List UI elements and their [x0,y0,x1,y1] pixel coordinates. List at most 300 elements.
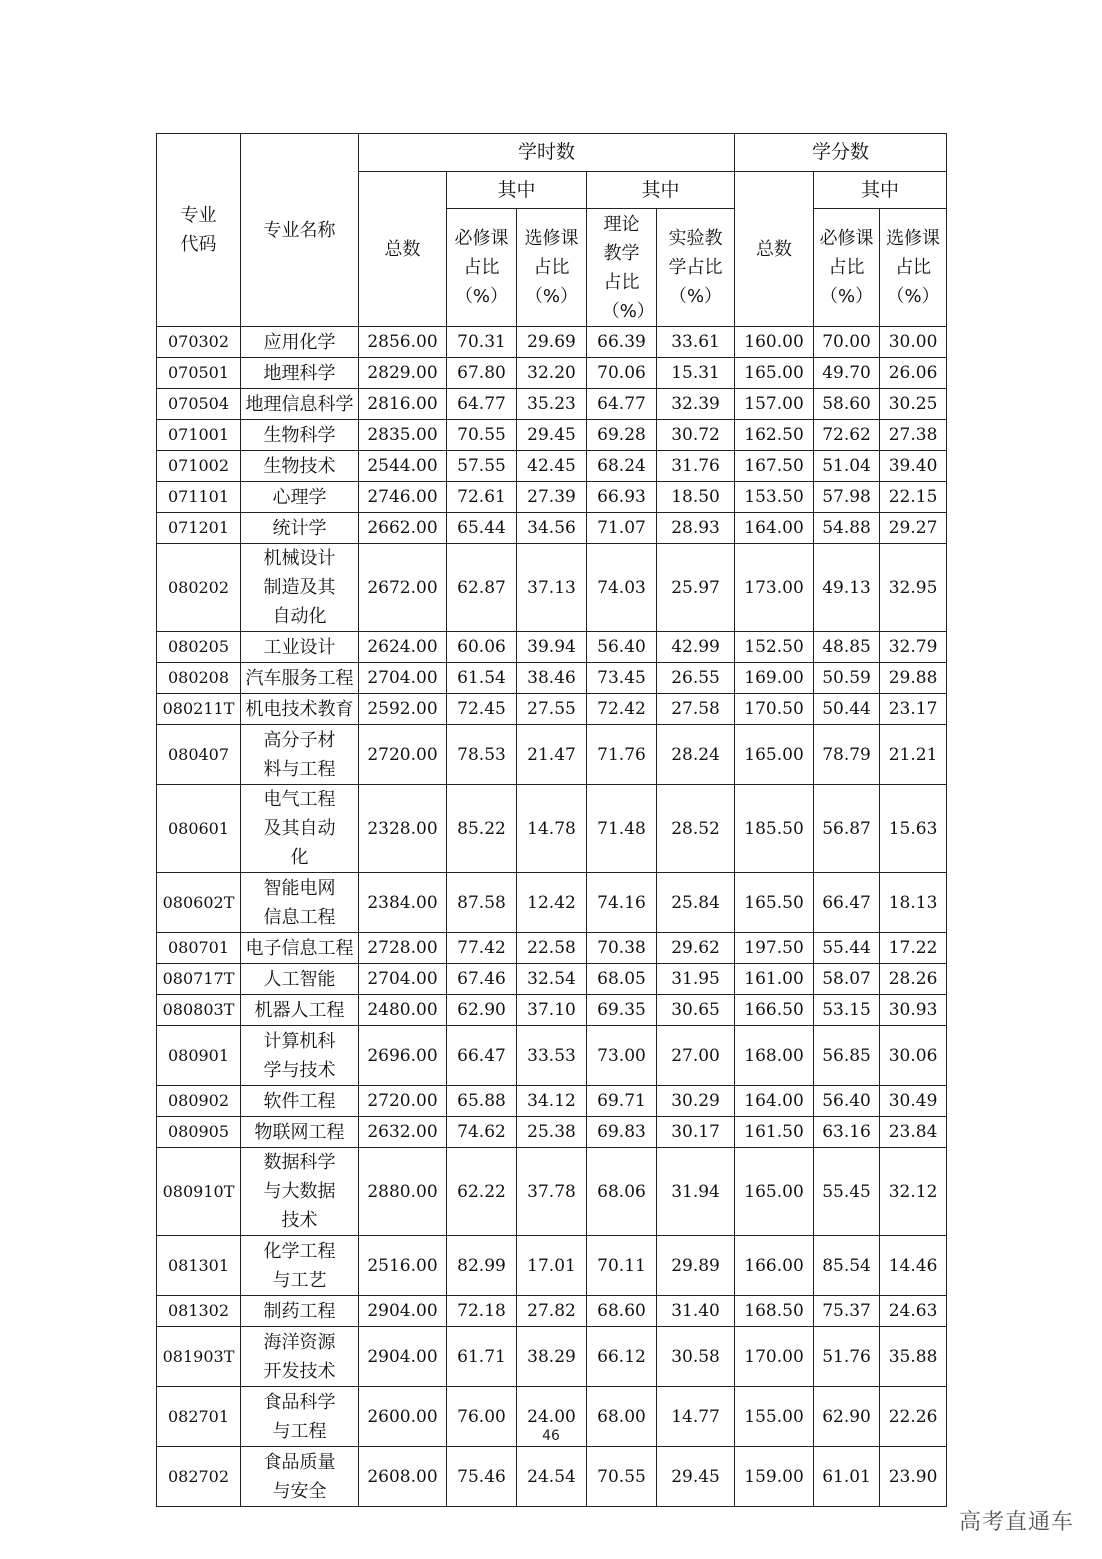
header-elective-credits-text: 选修课占比（%） [886,228,941,307]
total-hours-cell: 2480.00 [359,995,447,1026]
elective-hours-cell: 32.20 [517,358,587,389]
elective-credits-cell: 39.40 [880,451,947,482]
name-text: 高分子材料与工程 [263,729,336,780]
total-hours-cell: 2720.00 [359,725,447,785]
table-row [157,1327,947,1387]
name-text: 计算机科学与技术 [263,1030,336,1081]
total-credits-cell: 164.00 [735,1086,814,1117]
required-credits-cell: 51.76 [814,1327,880,1387]
header-elective-credits [880,209,947,327]
code-cell: 071201 [157,513,241,544]
lab-cell: 30.58 [657,1327,735,1387]
total-hours-cell: 2880.00 [359,1148,447,1236]
name-cell: 软件工程 [241,1086,359,1117]
lab-cell: 28.52 [657,785,735,873]
name-cell: 生物技术 [241,451,359,482]
name-cell: 电子信息工程 [241,933,359,964]
table-row [157,964,947,995]
elective-credits-cell: 30.93 [880,995,947,1026]
lab-cell: 14.77 [657,1387,735,1447]
total-hours-cell: 2544.00 [359,451,447,482]
name-cell: 人工智能 [241,964,359,995]
elective-credits-cell: 30.25 [880,389,947,420]
required-hours-cell: 70.55 [447,420,517,451]
elective-hours-cell: 38.29 [517,1327,587,1387]
theory-cell: 66.39 [587,327,657,358]
name-cell [241,544,359,632]
required-credits-cell: 48.85 [814,632,880,663]
theory-cell: 73.00 [587,1026,657,1086]
header-total-credits: 总数 [735,172,814,327]
elective-hours-cell: 37.10 [517,995,587,1026]
required-credits-cell: 53.15 [814,995,880,1026]
total-hours-cell: 2835.00 [359,420,447,451]
code-cell: 081301 [157,1236,241,1296]
required-hours-cell: 57.55 [447,451,517,482]
name-cell [241,873,359,933]
total-credits-cell: 165.00 [735,1148,814,1236]
total-credits-cell: 161.50 [735,1117,814,1148]
theory-cell: 56.40 [587,632,657,663]
required-credits-cell: 57.98 [814,482,880,513]
total-credits-cell: 168.50 [735,1296,814,1327]
total-hours-cell: 2704.00 [359,964,447,995]
required-hours-cell: 61.54 [447,663,517,694]
elective-credits-cell: 29.88 [880,663,947,694]
required-credits-cell: 66.47 [814,873,880,933]
required-hours-cell: 62.87 [447,544,517,632]
elective-credits-cell: 22.26 [880,1387,947,1447]
table-row [157,544,947,632]
code-cell: 080202 [157,544,241,632]
theory-cell: 68.60 [587,1296,657,1327]
elective-credits-cell: 24.63 [880,1296,947,1327]
name-cell [241,725,359,785]
elective-credits-cell: 15.63 [880,785,947,873]
total-hours-cell: 2516.00 [359,1236,447,1296]
elective-hours-cell: 38.46 [517,663,587,694]
theory-cell: 71.48 [587,785,657,873]
name-cell: 制药工程 [241,1296,359,1327]
name-cell: 汽车服务工程 [241,663,359,694]
total-credits-cell: 170.50 [735,694,814,725]
required-hours-cell: 82.99 [447,1236,517,1296]
table-row [157,1296,947,1327]
name-text: 机械设计制造及其自动化 [263,548,336,627]
elective-hours-cell: 37.78 [517,1148,587,1236]
required-credits-cell: 58.07 [814,964,880,995]
table-row [157,482,947,513]
required-credits-cell: 50.59 [814,663,880,694]
required-credits-cell: 63.16 [814,1117,880,1148]
header-name: 专业名称 [241,134,359,327]
table-row [157,933,947,964]
required-hours-cell: 67.80 [447,358,517,389]
elective-credits-cell: 27.38 [880,420,947,451]
total-credits-cell: 197.50 [735,933,814,964]
theory-cell: 74.03 [587,544,657,632]
total-hours-cell: 2704.00 [359,663,447,694]
elective-hours-cell: 35.23 [517,389,587,420]
code-cell: 080211T [157,694,241,725]
name-cell: 心理学 [241,482,359,513]
total-credits-cell: 169.00 [735,663,814,694]
table-row [157,420,947,451]
elective-hours-cell: 39.94 [517,632,587,663]
lab-cell: 28.24 [657,725,735,785]
code-cell: 080701 [157,933,241,964]
code-cell: 080905 [157,1117,241,1148]
total-credits-cell: 160.00 [735,327,814,358]
lab-cell: 30.72 [657,420,735,451]
theory-cell: 70.55 [587,1447,657,1507]
required-credits-cell: 56.85 [814,1026,880,1086]
code-cell: 080208 [157,663,241,694]
lab-cell: 33.61 [657,327,735,358]
code-cell: 080205 [157,632,241,663]
header-subgroup-b: 其中 [587,172,735,209]
table-row [157,327,947,358]
required-credits-cell: 54.88 [814,513,880,544]
required-hours-cell: 67.46 [447,964,517,995]
theory-cell: 68.06 [587,1148,657,1236]
elective-hours-cell: 24.00 [517,1387,587,1447]
theory-cell: 66.12 [587,1327,657,1387]
elective-hours-cell: 42.45 [517,451,587,482]
header-required-hours [447,209,517,327]
name-cell [241,1148,359,1236]
total-credits-cell: 165.00 [735,358,814,389]
page-number: 46 [542,1428,560,1444]
required-hours-cell: 72.45 [447,694,517,725]
elective-credits-cell: 23.17 [880,694,947,725]
lab-cell: 32.39 [657,389,735,420]
lab-cell: 15.31 [657,358,735,389]
code-cell: 070302 [157,327,241,358]
total-credits-cell: 173.00 [735,544,814,632]
name-text: 食品质量与安全 [263,1451,336,1502]
required-credits-cell: 58.60 [814,389,880,420]
elective-credits-cell: 35.88 [880,1327,947,1387]
lab-cell: 25.97 [657,544,735,632]
code-cell: 080717T [157,964,241,995]
required-hours-cell: 65.44 [447,513,517,544]
elective-hours-cell: 34.56 [517,513,587,544]
name-cell [241,785,359,873]
header-credits-group: 学分数 [735,134,947,172]
elective-hours-cell: 32.54 [517,964,587,995]
elective-hours-cell: 27.55 [517,694,587,725]
required-hours-cell: 72.18 [447,1296,517,1327]
name-cell: 工业设计 [241,632,359,663]
header-code-text: 专业代码 [180,205,217,255]
required-credits-cell: 50.44 [814,694,880,725]
required-hours-cell: 74.62 [447,1117,517,1148]
name-text: 海洋资源开发技术 [263,1331,336,1382]
header-required-credits [814,209,880,327]
name-cell [241,1327,359,1387]
header-required-hours-text: 必修课占比（%） [454,228,509,307]
elective-hours-cell: 27.39 [517,482,587,513]
required-credits-cell: 51.04 [814,451,880,482]
required-hours-cell: 85.22 [447,785,517,873]
lab-cell: 30.65 [657,995,735,1026]
required-credits-cell: 72.62 [814,420,880,451]
table-row [157,1086,947,1117]
theory-cell: 69.35 [587,995,657,1026]
required-credits-cell: 78.79 [814,725,880,785]
code-cell: 081903T [157,1327,241,1387]
total-credits-cell: 162.50 [735,420,814,451]
required-credits-cell: 55.45 [814,1148,880,1236]
elective-hours-cell: 33.53 [517,1026,587,1086]
elective-hours-cell: 12.42 [517,873,587,933]
name-cell: 生物科学 [241,420,359,451]
lab-cell: 25.84 [657,873,735,933]
code-cell: 080601 [157,785,241,873]
total-credits-cell: 155.00 [735,1387,814,1447]
name-cell: 机电技术教育 [241,694,359,725]
table-row [157,1148,947,1236]
code-cell: 082701 [157,1387,241,1447]
total-credits-cell: 152.50 [735,632,814,663]
lab-cell: 31.76 [657,451,735,482]
header-subgroup-c: 其中 [814,172,947,209]
header-code [157,134,241,327]
table-row [157,358,947,389]
required-hours-cell: 87.58 [447,873,517,933]
table-row [157,785,947,873]
theory-cell: 64.77 [587,389,657,420]
required-hours-cell: 75.46 [447,1447,517,1507]
total-hours-cell: 2608.00 [359,1447,447,1507]
table-row [157,1447,947,1507]
elective-credits-cell: 30.00 [880,327,947,358]
name-cell [241,1236,359,1296]
code-cell: 080910T [157,1148,241,1236]
lab-cell: 30.17 [657,1117,735,1148]
total-hours-cell: 2746.00 [359,482,447,513]
elective-hours-cell: 25.38 [517,1117,587,1148]
elective-credits-cell: 18.13 [880,873,947,933]
required-hours-cell: 61.71 [447,1327,517,1387]
total-hours-cell: 2829.00 [359,358,447,389]
elective-hours-cell: 24.54 [517,1447,587,1507]
required-credits-cell: 75.37 [814,1296,880,1327]
total-hours-cell: 2624.00 [359,632,447,663]
lab-cell: 27.58 [657,694,735,725]
elective-hours-cell: 22.58 [517,933,587,964]
required-hours-cell: 66.47 [447,1026,517,1086]
required-hours-cell: 70.31 [447,327,517,358]
required-hours-cell: 65.88 [447,1086,517,1117]
elective-credits-cell: 30.06 [880,1026,947,1086]
required-credits-cell: 49.70 [814,358,880,389]
name-cell: 物联网工程 [241,1117,359,1148]
elective-credits-cell: 28.26 [880,964,947,995]
required-credits-cell: 55.44 [814,933,880,964]
code-cell: 080407 [157,725,241,785]
theory-cell: 70.38 [587,933,657,964]
total-credits-cell: 166.00 [735,1236,814,1296]
lab-cell: 31.94 [657,1148,735,1236]
code-cell: 070504 [157,389,241,420]
elective-hours-cell: 29.45 [517,420,587,451]
theory-cell: 69.71 [587,1086,657,1117]
elective-credits-cell: 17.22 [880,933,947,964]
required-hours-cell: 76.00 [447,1387,517,1447]
table-row [157,389,947,420]
theory-cell: 66.93 [587,482,657,513]
code-cell: 081302 [157,1296,241,1327]
theory-cell: 72.42 [587,694,657,725]
total-credits-cell: 165.00 [735,725,814,785]
table-row [157,663,947,694]
total-hours-cell: 2328.00 [359,785,447,873]
total-hours-cell: 2816.00 [359,389,447,420]
header-elective-hours-text: 选修课占比（%） [524,228,579,307]
code-cell: 071002 [157,451,241,482]
lab-cell: 31.95 [657,964,735,995]
table-row [157,513,947,544]
table-row [157,1117,947,1148]
theory-cell: 71.07 [587,513,657,544]
header-elective-hours [517,209,587,327]
name-cell [241,1447,359,1507]
lab-cell: 30.29 [657,1086,735,1117]
total-hours-cell: 2592.00 [359,694,447,725]
elective-credits-cell: 21.21 [880,725,947,785]
elective-credits-cell: 32.12 [880,1148,947,1236]
theory-cell: 73.45 [587,663,657,694]
total-hours-cell: 2662.00 [359,513,447,544]
total-credits-cell: 165.50 [735,873,814,933]
required-credits-cell: 61.01 [814,1447,880,1507]
elective-credits-cell: 23.84 [880,1117,947,1148]
name-cell: 统计学 [241,513,359,544]
theory-cell: 74.16 [587,873,657,933]
elective-hours-cell: 37.13 [517,544,587,632]
curriculum-table [156,133,947,1507]
name-cell: 地理信息科学 [241,389,359,420]
elective-hours-cell: 14.78 [517,785,587,873]
theory-cell: 70.11 [587,1236,657,1296]
header-theory [587,209,657,327]
theory-cell: 68.00 [587,1387,657,1447]
total-credits-cell: 161.00 [735,964,814,995]
code-cell: 070501 [157,358,241,389]
code-cell: 071001 [157,420,241,451]
table-header [157,134,947,327]
theory-cell: 69.83 [587,1117,657,1148]
header-lab-text: 实验教学占比（%） [668,228,723,307]
elective-credits-cell: 32.95 [880,544,947,632]
elective-credits-cell: 26.06 [880,358,947,389]
elective-credits-cell: 30.49 [880,1086,947,1117]
name-cell: 机器人工程 [241,995,359,1026]
theory-cell: 68.24 [587,451,657,482]
name-text: 智能电网信息工程 [263,877,336,928]
required-credits-cell: 56.87 [814,785,880,873]
required-hours-cell: 60.06 [447,632,517,663]
required-credits-cell: 85.54 [814,1236,880,1296]
required-credits-cell: 62.90 [814,1387,880,1447]
table-row [157,1026,947,1086]
total-hours-cell: 2672.00 [359,544,447,632]
table-body [157,327,947,1507]
required-hours-cell: 72.61 [447,482,517,513]
elective-credits-cell: 32.79 [880,632,947,663]
theory-cell: 71.76 [587,725,657,785]
code-cell: 080902 [157,1086,241,1117]
total-credits-cell: 164.00 [735,513,814,544]
lab-cell: 29.45 [657,1447,735,1507]
required-hours-cell: 77.42 [447,933,517,964]
total-credits-cell: 168.00 [735,1026,814,1086]
name-cell [241,1026,359,1086]
total-hours-cell: 2600.00 [359,1387,447,1447]
required-hours-cell: 62.22 [447,1148,517,1236]
total-hours-cell: 2720.00 [359,1086,447,1117]
table-row [157,451,947,482]
required-hours-cell: 62.90 [447,995,517,1026]
total-hours-cell: 2856.00 [359,327,447,358]
header-theory-text: 理论教学占比（%） [601,213,655,322]
total-credits-cell: 157.00 [735,389,814,420]
lab-cell: 29.89 [657,1236,735,1296]
elective-hours-cell: 21.47 [517,725,587,785]
table-row [157,1236,947,1296]
total-hours-cell: 2728.00 [359,933,447,964]
required-hours-cell: 64.77 [447,389,517,420]
required-credits-cell: 49.13 [814,544,880,632]
elective-credits-cell: 22.15 [880,482,947,513]
table-row [157,995,947,1026]
theory-cell: 68.05 [587,964,657,995]
lab-cell: 42.99 [657,632,735,663]
total-hours-cell: 2696.00 [359,1026,447,1086]
total-hours-cell: 2904.00 [359,1296,447,1327]
lab-cell: 28.93 [657,513,735,544]
table-row [157,632,947,663]
name-text: 食品科学与工程 [263,1391,336,1442]
theory-cell: 70.06 [587,358,657,389]
header-lab [657,209,735,327]
table-row [157,694,947,725]
total-credits-cell: 185.50 [735,785,814,873]
code-cell: 080602T [157,873,241,933]
elective-credits-cell: 29.27 [880,513,947,544]
elective-hours-cell: 29.69 [517,327,587,358]
lab-cell: 27.00 [657,1026,735,1086]
total-hours-cell: 2632.00 [359,1117,447,1148]
code-cell: 071101 [157,482,241,513]
code-cell: 082702 [157,1447,241,1507]
lab-cell: 26.55 [657,663,735,694]
header-subgroup-a: 其中 [447,172,587,209]
elective-hours-cell: 34.12 [517,1086,587,1117]
code-cell: 080803T [157,995,241,1026]
total-credits-cell: 170.00 [735,1327,814,1387]
elective-credits-cell: 14.46 [880,1236,947,1296]
elective-credits-cell: 23.90 [880,1447,947,1507]
header-hours-group: 学时数 [359,134,735,172]
header-required-credits-text: 必修课占比（%） [819,228,874,307]
total-hours-cell: 2384.00 [359,873,447,933]
total-credits-cell: 166.50 [735,995,814,1026]
theory-cell: 69.28 [587,420,657,451]
total-credits-cell: 153.50 [735,482,814,513]
